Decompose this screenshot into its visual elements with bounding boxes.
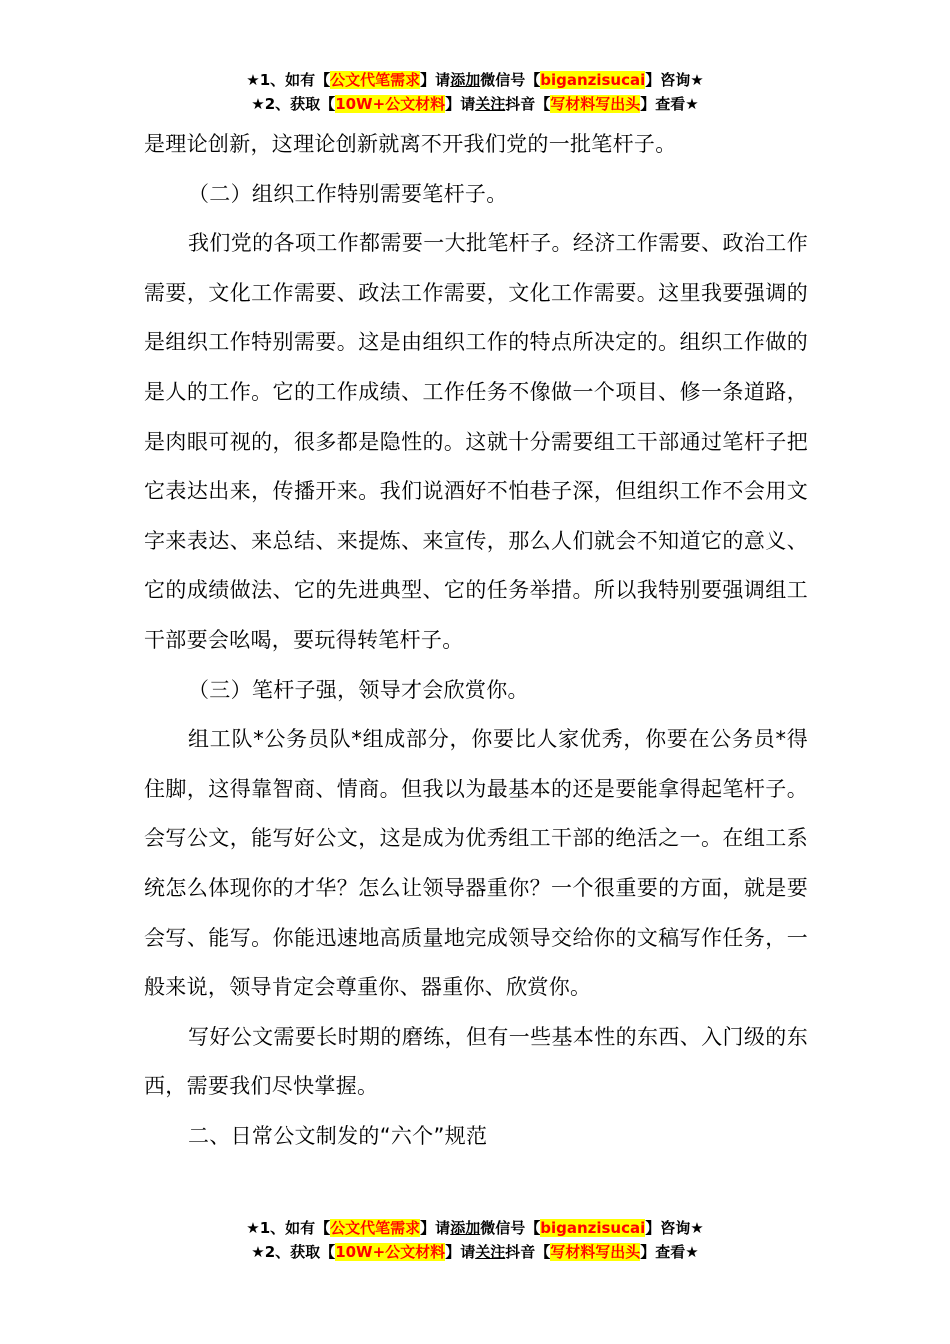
promo-wechat-id: biganzisucai — [540, 71, 646, 89]
body-paragraph: 写好公文需要长时期的磨练，但有一些基本性的东西、入门级的东西，需要我们尽快掌握。 — [144, 1024, 808, 1099]
promo-douyin-account: 写材料写出头 — [550, 1243, 641, 1261]
body-paragraph-continued: 是理论创新，这理论创新就离不开我们党的一批笔杆子。 — [144, 132, 677, 156]
body-paragraph: 我们党的各项工作都需要一大批笔杆子。经济工作需要、政治工作需要，文化工作需要、政法工作需要，文化工作需要。这里我要强调的是组织工作特别需要。这是由组织工作的特点所决定的。组织工作做的是人的工作。它的工作成绩、工作任务不像做一个项目、修一条道路，是肉眼可视的，很多都是隐性的。这就十分需要组工干部通过笔杆子把它表达出来，传播开来。我们说酒好不怕巷子深，但组织工作不会用文字来表达、来总结、来提炼、来宣传，那么人们就会不知道它的意义、它的成绩做法、它的先进典型、它的任务举措。所以我特别要强调组工干部要会吆喝，要玩得转笔杆子。 — [144, 231, 808, 652]
promo-text: 】请 — [420, 71, 451, 89]
promo-underlined-text: 关注 — [475, 1243, 506, 1261]
promo-text: ★2、获取【 — [251, 1243, 336, 1261]
promo-highlight: 10W+公文材料 — [335, 95, 446, 113]
promo-line-1 — [0, 1216, 950, 1240]
promo-text: 】咨询★ — [645, 1219, 704, 1237]
promo-text: 】查看★ — [640, 1243, 699, 1261]
promo-text: 抖音【 — [505, 1243, 551, 1261]
promo-text: 】请 — [445, 1243, 476, 1261]
footer-promo-banner — [0, 1216, 950, 1264]
section-heading-3: （三）笔杆子强，领导才会欣赏你。 — [188, 677, 529, 702]
promo-highlight: 公文代笔需求 — [330, 1219, 421, 1237]
promo-underlined-text: 添加 — [450, 1219, 481, 1237]
promo-text: 】请 — [420, 1219, 451, 1237]
promo-highlight: 10W+公文材料 — [335, 1243, 446, 1261]
promo-text: 微信号【 — [480, 71, 541, 89]
section-heading-2: （二）组织工作特别需要笔杆子。 — [188, 181, 508, 206]
promo-text: 微信号【 — [480, 1219, 541, 1237]
promo-line-2 — [0, 92, 950, 116]
promo-underlined-text: 添加 — [450, 71, 481, 89]
promo-text: 】咨询★ — [645, 71, 704, 89]
promo-highlight: 公文代笔需求 — [330, 71, 421, 89]
promo-text: 抖音【 — [505, 95, 551, 113]
promo-wechat-id: biganzisucai — [540, 1219, 646, 1237]
promo-underlined-text: 关注 — [475, 95, 506, 113]
body-paragraph: 组工队*公务员队*组成部分，你要比人家优秀，你要在公务员*得住脚，这得靠智商、情商。但我以为最基本的还是要能拿得起笔杆子。会写公文，能写好公文，这是成为优秀组工干部的绝活之一。在组工系统怎么体现你的才华？怎么让领导器重你？一个很重要的方面，就是要会写、能写。你能迅速地高质量地完成领导交给你的文稿写作任务，一般来说，领导肯定会尊重你、器重你、欣赏你。 — [144, 727, 808, 1000]
promo-text: 】查看★ — [640, 95, 699, 113]
promo-text: ★1、如有【 — [246, 71, 331, 89]
promo-line-2 — [0, 1240, 950, 1264]
promo-text: 】请 — [445, 95, 476, 113]
document-body — [144, 120, 808, 1161]
promo-line-1 — [0, 68, 950, 92]
promo-douyin-account: 写材料写出头 — [550, 95, 641, 113]
promo-text: ★2、获取【 — [251, 95, 336, 113]
chapter-heading: 二、日常公文制发的“六个”规范 — [188, 1123, 488, 1148]
header-promo-banner — [0, 68, 950, 116]
promo-text: ★1、如有【 — [246, 1219, 331, 1237]
